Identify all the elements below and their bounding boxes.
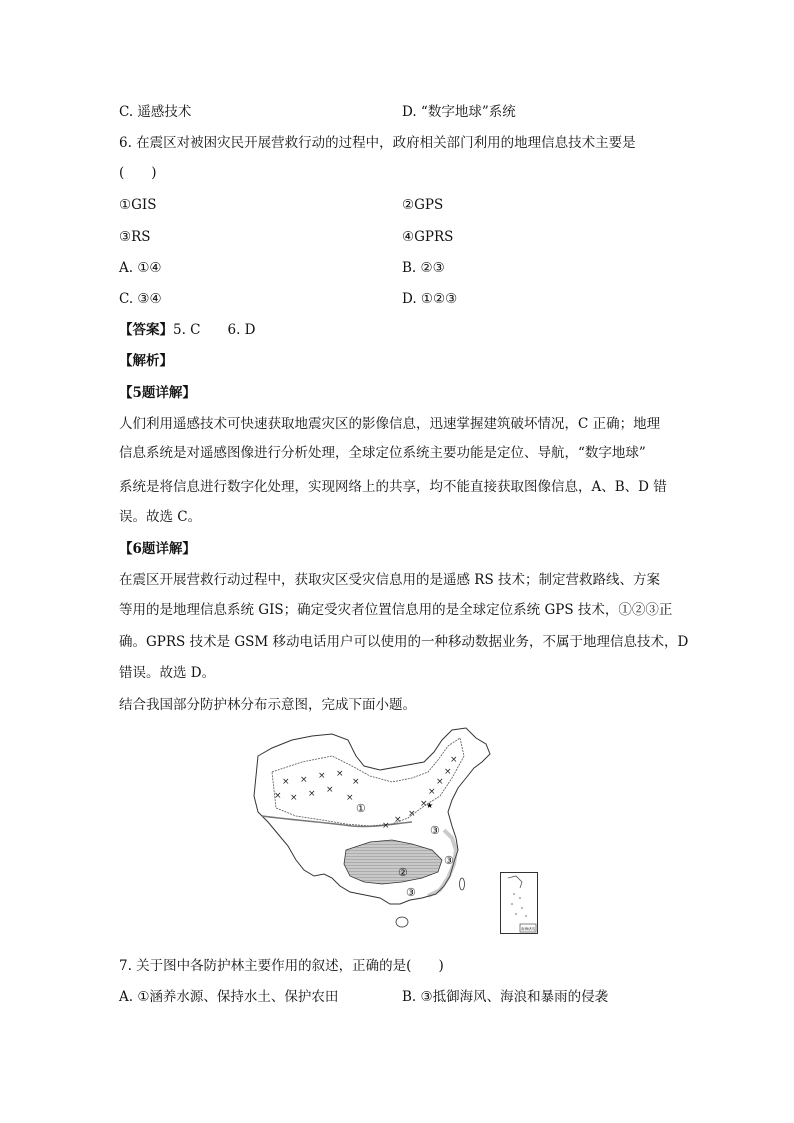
hainan-island	[396, 917, 408, 927]
svg-text:×: ×	[290, 793, 298, 803]
q6-paren: ( )	[119, 165, 157, 181]
svg-text:×: ×	[318, 771, 326, 781]
svg-text:×: ×	[444, 767, 452, 777]
svg-text:×: ×	[428, 787, 436, 797]
map-intro: 结合我国部分防护林分布示意图，完成下面小题。	[119, 697, 416, 713]
q6-detail-heading: 【6题详解】	[119, 541, 196, 557]
svg-text:×: ×	[300, 775, 308, 785]
capital-star: ★	[426, 801, 434, 810]
q6-detail-line: 确。GPRS 技术是 GSM 移动电话用户可以使用的一种移动数据业务，不属于地理信息技术，D	[119, 634, 689, 650]
q6-item-3: ③RS	[119, 229, 151, 245]
q6-detail-line: 错误。故选 D。	[119, 665, 216, 681]
region-label-2: ②	[398, 866, 408, 879]
svg-text:×: ×	[282, 777, 290, 787]
svg-text:×: ×	[450, 755, 458, 765]
answer-label: 【答案】	[119, 322, 173, 338]
svg-text:×: ×	[336, 769, 344, 779]
svg-text:×: ×	[346, 793, 354, 803]
q6-item-1: ①GIS	[119, 197, 157, 213]
answer-text: 5. C 6. D	[173, 322, 256, 338]
q5-option-c: C. 遥感技术	[119, 104, 192, 120]
taiwan-island	[460, 878, 465, 890]
svg-text:×: ×	[274, 791, 282, 801]
region-label-3: ③	[406, 886, 416, 899]
region-label-3: ③	[430, 824, 440, 837]
q6-option-c: C. ③④	[119, 291, 162, 307]
south-sea-inset	[500, 872, 538, 934]
q6-detail-line: 等用的是地理信息系统 GIS；确定受灾者位置信息用的是全球定位系统 GPS 技术，①②③正	[119, 602, 673, 618]
svg-text:×: ×	[408, 809, 416, 819]
svg-text:×: ×	[382, 821, 390, 831]
q7-option-a: A. ①涵养水源、保持水土、保护农田	[119, 989, 339, 1005]
q5-detail-heading: 【5题详解】	[119, 385, 196, 401]
answer-line	[119, 320, 256, 340]
q6-option-b: B. ②③	[402, 260, 445, 276]
inset-caption: 南海诸岛	[521, 927, 536, 931]
q6-item-2: ②GPS	[402, 197, 444, 213]
region-label-3: ③	[444, 854, 454, 867]
svg-text:×: ×	[394, 815, 402, 825]
q5-detail-line: 信息系统是对遥感图像进行分析处理，全球定位系统主要功能是定位、导航，“数字地球”	[119, 445, 646, 461]
svg-text:×: ×	[420, 799, 428, 809]
q6-item-4: ④GPRS	[402, 229, 454, 245]
q6-option-d: D. ①②③	[402, 291, 458, 307]
svg-text:×: ×	[436, 777, 444, 787]
q6-stem: 6. 在震区对被困灾民开展营救行动的过程中，政府相关部门利用的地理信息技术主要是	[119, 135, 636, 151]
q5-detail-line: 人们利用遥感技术可快速获取地震灾区的影像信息，迅速掌握建筑破坏情况，C 正确；地理	[119, 416, 661, 432]
shelter-forest-map	[252, 726, 532, 941]
q7-stem: 7. 关于图中各防护林主要作用的叙述，正确的是( )	[119, 958, 444, 974]
q5-detail-line: 误。故选 C。	[119, 509, 202, 525]
svg-text:×: ×	[326, 785, 334, 795]
q6-detail-line: 在震区开展营救行动过程中，获取灾区受灾信息用的是遥感 RS 技术；制定营救路线、方案	[119, 572, 660, 588]
svg-text:×: ×	[308, 789, 316, 799]
q5-detail-line: 系统是将信息进行数字化处理，实现网络上的共享，均不能直接获取图像信息，A、B、D 错	[119, 479, 667, 495]
q5-option-d: D. “数字地球”系统	[402, 104, 516, 120]
q6-option-a: A. ①④	[119, 260, 162, 276]
region-2-shaded	[344, 840, 442, 884]
analysis-label: 【解析】	[119, 353, 173, 369]
svg-text:×: ×	[352, 777, 360, 787]
region-label-1: ①	[356, 802, 366, 815]
q7-option-b: B. ③抵御海风、海浪和暴雨的侵袭	[402, 989, 609, 1005]
